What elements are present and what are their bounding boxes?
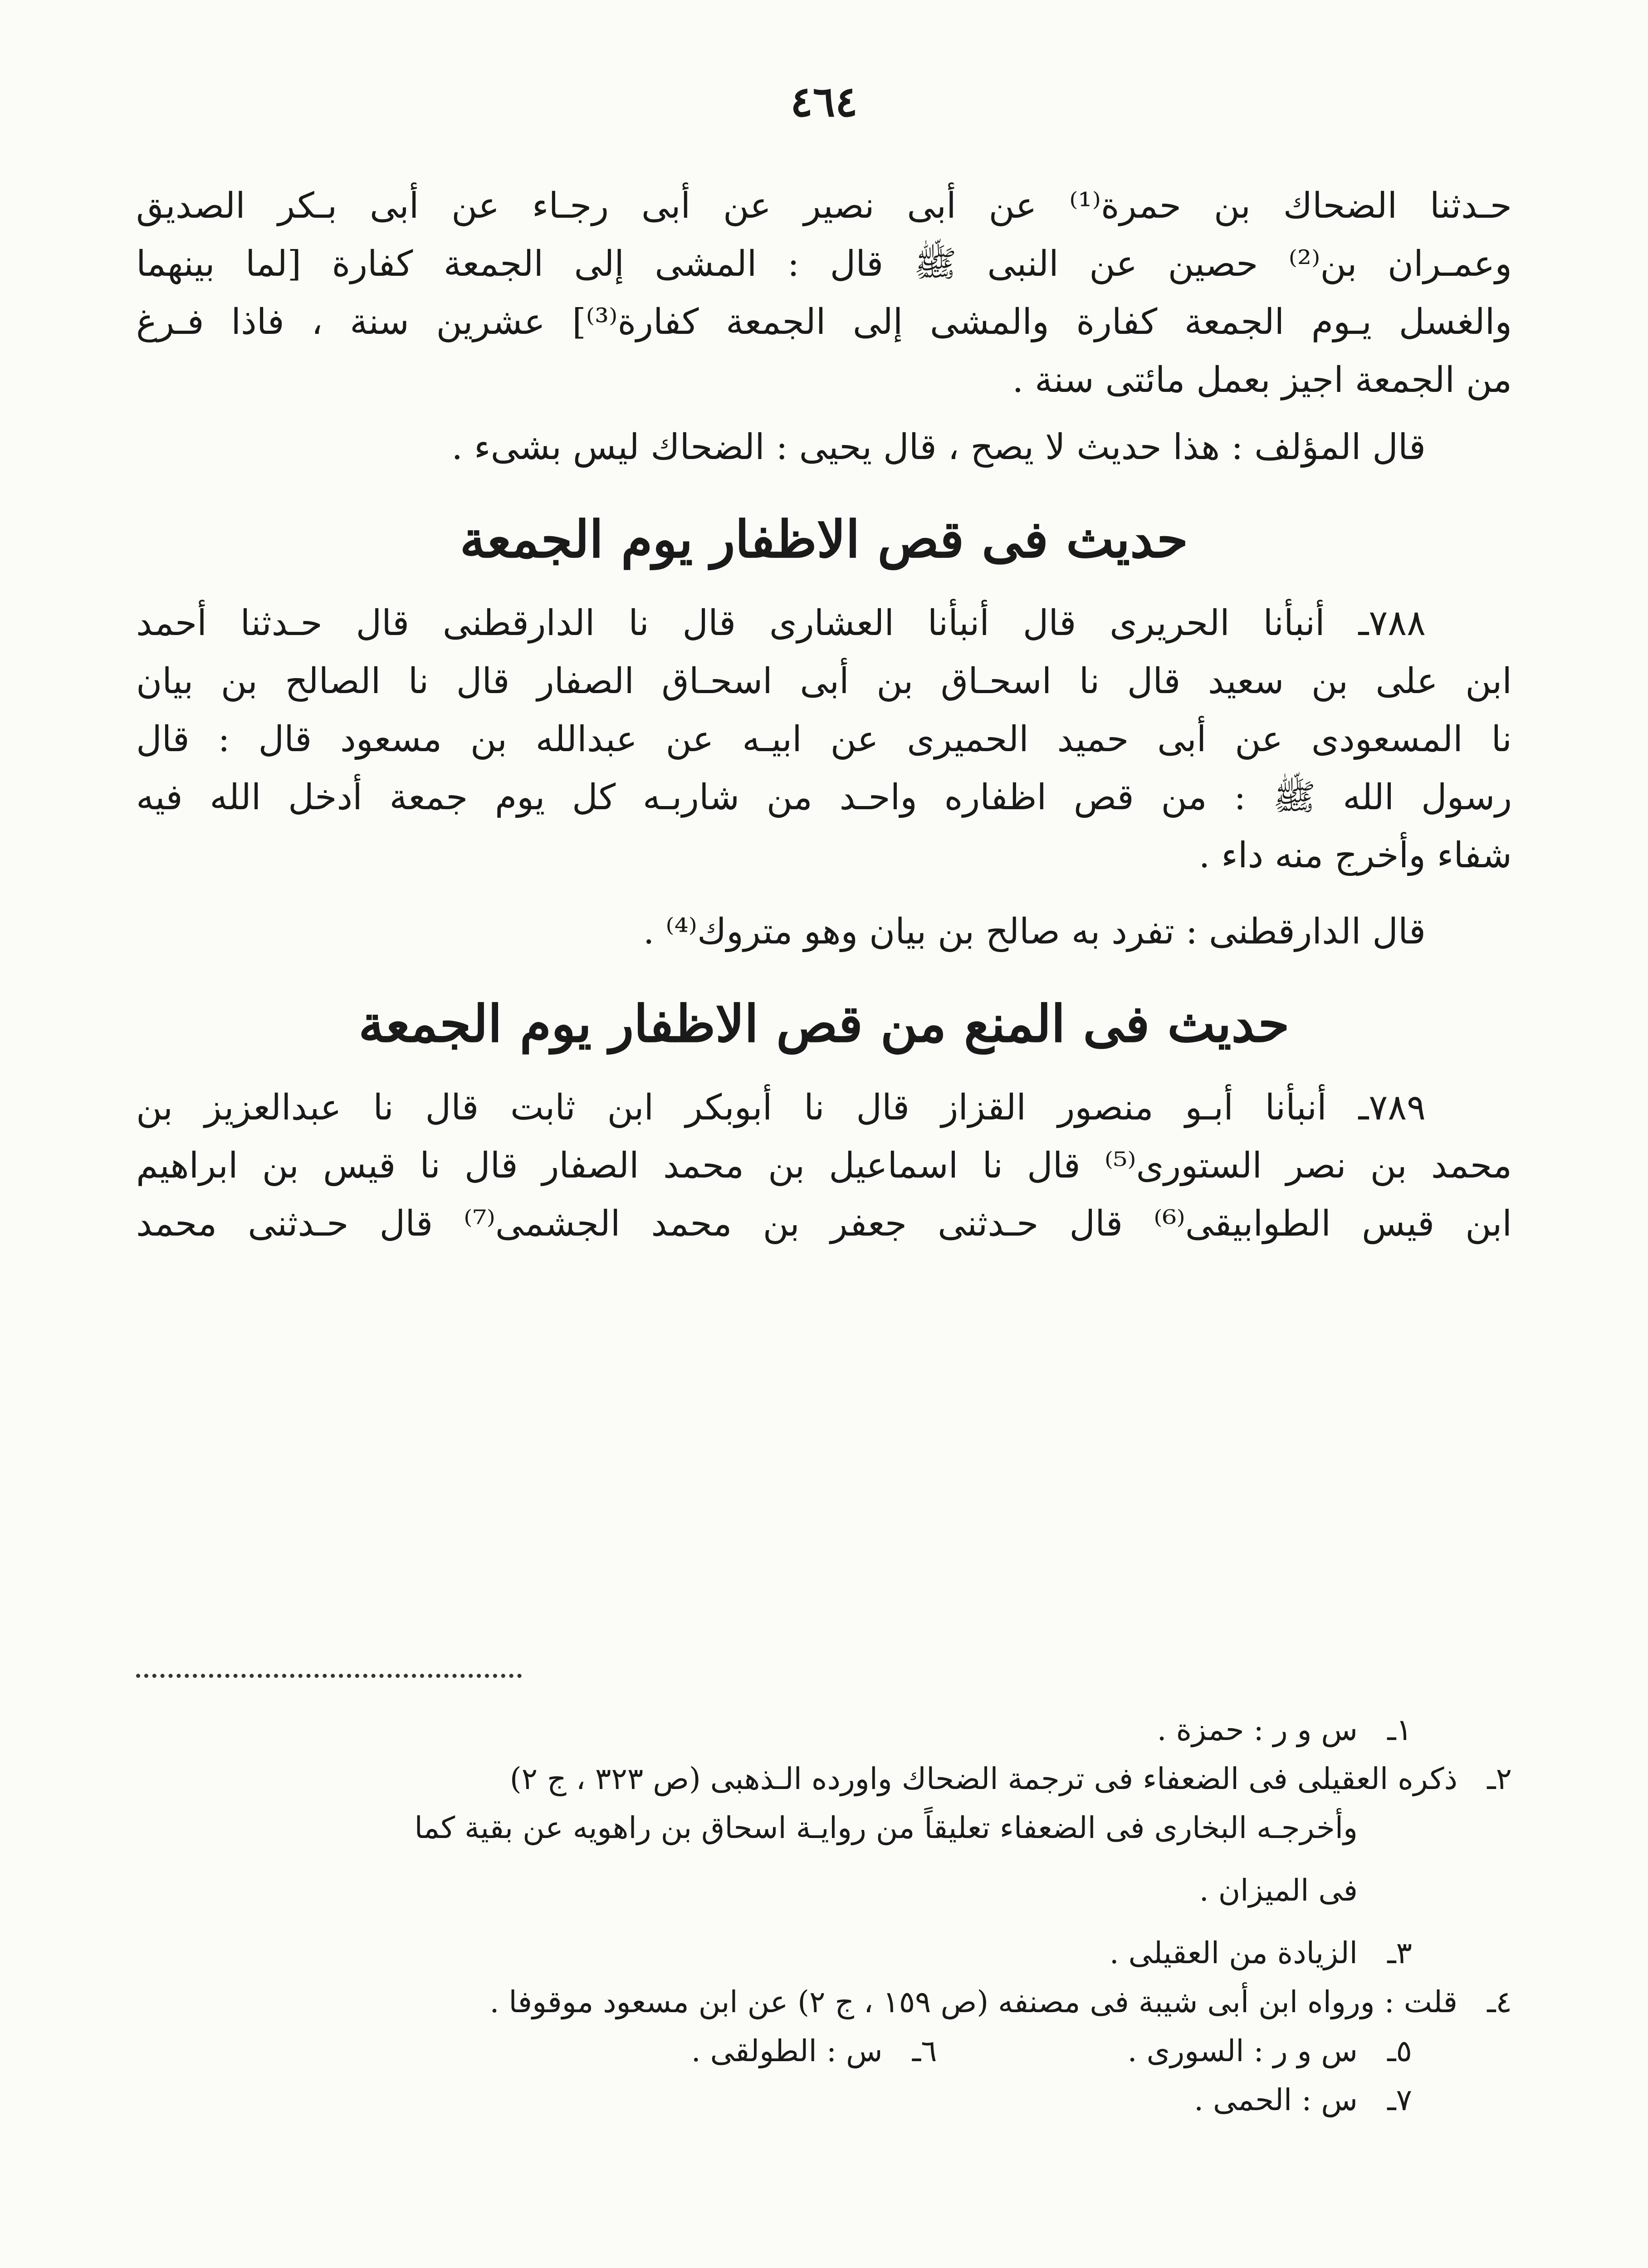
footnote-text: س و ر : السورى . (1127, 2033, 1358, 2068)
footnote-text: ذكره العقيلى فى الضعفاء فى ترجمة الضحاك واورده الـذهبى (ص ٣٢٣ ، ج ٢) (509, 1761, 1457, 1796)
footnote-2-continuation: فى الميزان . (1199, 1873, 1358, 1908)
footnote-number: ٧ـ (1387, 2082, 1412, 2117)
footnote-text: الزيادة من العقيلى . (1109, 1936, 1358, 1970)
text-line: من الجمعة اجيز بعمل مائتى سنة . (1012, 360, 1512, 401)
footnote-number: ٣ـ (1387, 1936, 1412, 1970)
footnote-number: ١ـ (1387, 1712, 1412, 1747)
footnote-5 (1128, 2027, 1412, 2076)
section-heading: حديث فى قص الاظفار يوم الجمعة (460, 510, 1188, 569)
hadith-789-line: ٧٨٩ـ أنبأنا أبـو منصور القزاز قال نا أبوبكر ابن ثابت قال نا عبدالعزيز بن (136, 1087, 1426, 1128)
footnote-6 (691, 2027, 937, 2076)
footnote-pair (136, 2027, 1412, 2076)
footnote-7 (136, 2076, 1412, 2125)
footnote-1 (136, 1706, 1412, 1755)
text-line: رسول الله ﷺ : من قص اظفاره واحـد من شاربـه كل يوم جمعة أدخل الله فيه (136, 777, 1512, 818)
text-line: وعمـران بن⁽²⁾ حصين عن النبى ﷺ قال : المشى إلى الجمعة كفارة [لما بينهما (136, 244, 1512, 284)
footnote-text: س : الحمى . (1194, 2082, 1358, 2117)
footnote-text: س : الطولقى . (691, 2033, 883, 2068)
footnote-4 (136, 1978, 1512, 2027)
footnote-text: س و ر : حمزة . (1157, 1712, 1358, 1747)
footnote-number: ٢ـ (1487, 1761, 1512, 1796)
hadith-788-line: ٧٨٨ـ أنبأنا الحريرى قال أنبأنا العشارى قال نا الدارقطنى قال حـدثنا أحمد (136, 603, 1426, 644)
footnote-3 (136, 1929, 1412, 1978)
text-line: محمد بن نصر الستورى⁽⁵⁾ قال نا اسماعيل بن محمد الصفار قال نا قيس بن ابراهيم (136, 1145, 1512, 1186)
footnote-number: ٦ـ (912, 2033, 937, 2068)
footnote-number: ٤ـ (1487, 1984, 1512, 2019)
footnote-separator (136, 1674, 522, 1678)
document-page (136, 0, 1512, 2268)
footnote-2 (136, 1755, 1512, 1804)
text-line: ابن على بن سعيد قال نا اسحـاق بن أبى اسحـاق الصفار قال نا الصالح بن بيان (136, 661, 1512, 702)
footnote-2-continuation: وأخرجـه البخارى فى الضعفاء تعليقاً من روايـة اسحاق بن راهويه عن بقية كما (414, 1810, 1358, 1845)
text-line: ابن قيس الطوابيقى⁽⁶⁾ قال حـدثنى جعفر بن محمد الجشمى⁽⁷⁾ قال حـدثنى محمد (136, 1203, 1512, 1244)
text-line: حـدثنا الضحاك بن حمرة⁽¹⁾ عن أبى نصير عن أبى رجـاء عن أبى بـكر الصديق (136, 186, 1512, 226)
footnotes (136, 1706, 1512, 2125)
footnote-number: ٥ـ (1387, 2033, 1412, 2068)
daraqutni-note: قال الدارقطنى : تفرد به صالح بن بيان وهو متروك⁽⁴⁾ . (643, 911, 1426, 952)
text-line: نا المسعودى عن أبى حميد الحميرى عن ابيـه عن عبدالله بن مسعود قال : قال (136, 719, 1512, 760)
text-line: والغسل يـوم الجمعة كفارة والمشى إلى الجمعة كفارة⁽³⁾] عشرين سنة ، فاذا فـرغ (136, 302, 1512, 342)
section-heading: حديث فى المنع من قص الاظفار يوم الجمعة (358, 994, 1290, 1054)
page-number: ٤٦٤ (790, 77, 858, 126)
footnote-text: قلت : ورواه ابن أبى شيبة فى مصنفه (ص ١٥٩ ، ج ٢) عن ابن مسعود موقوفا . (489, 1984, 1457, 2019)
author-note: قال المؤلف : هذا حديث لا يصح ، قال يحيى : الضحاك ليس بشىء . (451, 427, 1426, 468)
main-text (136, 177, 1512, 1253)
text-line: شفاء وأخرج منه داء . (1198, 835, 1512, 876)
